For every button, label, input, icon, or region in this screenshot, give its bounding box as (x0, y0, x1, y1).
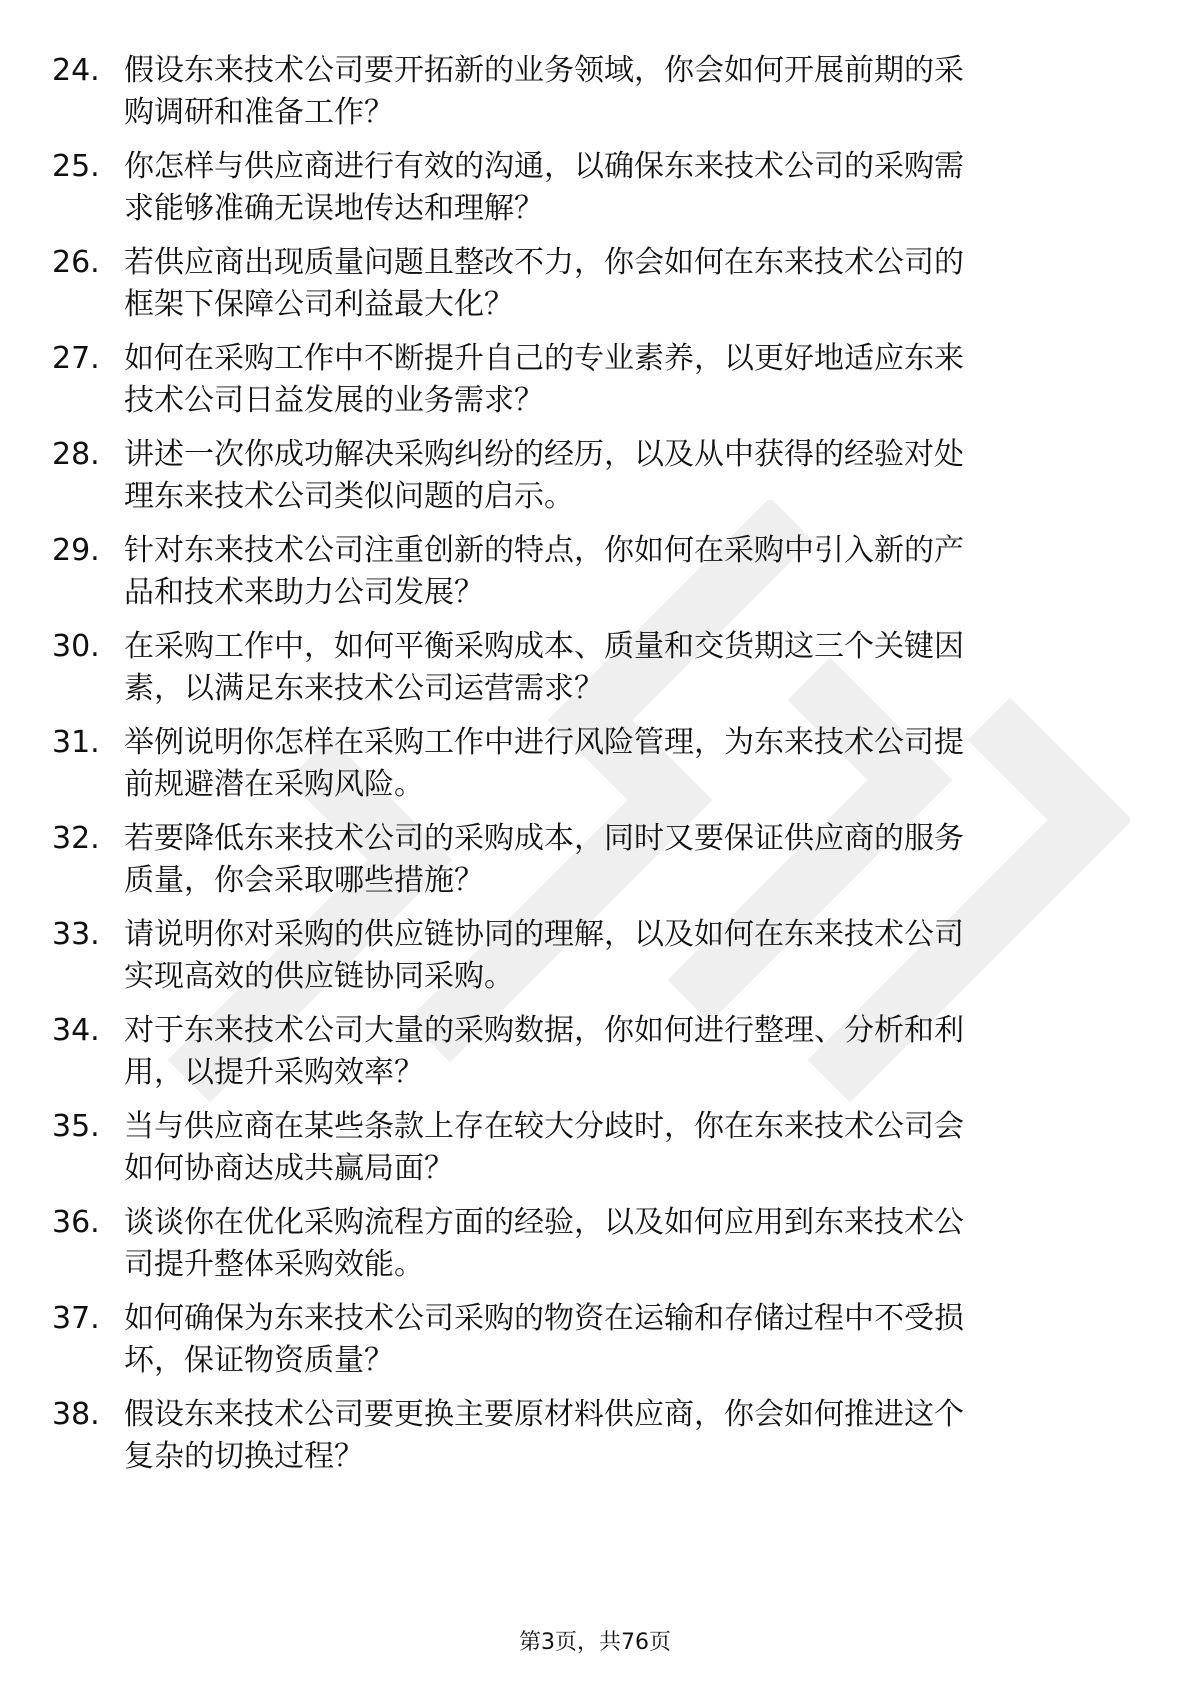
question-text-line-2: 前规避潜在采购风险。 (124, 767, 424, 802)
question-text-line-2: 司提升整体采购效能。 (124, 1247, 424, 1282)
question-text-line-1: 若要降低东来技术公司的采购成本，同时又要保证供应商的服务 (124, 821, 964, 856)
question-number: 38. (52, 1397, 100, 1432)
question-text-line-2: 坏，保证物资质量？ (124, 1343, 394, 1378)
question-text-line-1: 针对东来技术公司注重创新的特点，你如何在采购中引入新的产 (124, 533, 964, 568)
question-text-line-2: 用，以提升采购效率？ (124, 1055, 424, 1090)
question-item (0, 1010, 1190, 1106)
question-text-line-2: 复杂的切换过程？ (124, 1439, 364, 1474)
question-item (0, 626, 1190, 722)
question-text-line-1: 谈谈你在优化采购流程方面的经验，以及如何应用到东来技术公 (124, 1205, 964, 1240)
question-number: 28. (52, 437, 100, 472)
question-number: 31. (52, 725, 100, 760)
question-text-line-1: 如何在采购工作中不断提升自己的专业素养，以更好地适应东来 (124, 341, 964, 376)
question-text-line-2: 如何协商达成共赢局面？ (124, 1151, 454, 1186)
question-text-line-2: 框架下保障公司利益最大化？ (124, 287, 514, 322)
question-text-line-1: 对于东来技术公司大量的采购数据，你如何进行整理、分析和利 (124, 1013, 964, 1048)
question-text-line-1: 当与供应商在某些条款上存在较大分歧时，你在东来技术公司会 (124, 1109, 964, 1144)
question-number: 37. (52, 1301, 100, 1336)
question-item (0, 818, 1190, 914)
question-item (0, 242, 1190, 338)
question-number: 29. (52, 533, 100, 568)
question-item (0, 1106, 1190, 1202)
question-item (0, 1394, 1190, 1490)
question-number: 26. (52, 245, 100, 280)
question-item (0, 722, 1190, 818)
question-number: 25. (52, 149, 100, 184)
question-text-line-1: 若供应商出现质量问题且整改不力，你会如何在东来技术公司的 (124, 245, 964, 280)
question-text-line-1: 如何确保为东来技术公司采购的物资在运输和存储过程中不受损 (124, 1301, 964, 1336)
question-text-line-2: 理东来技术公司类似问题的启示。 (124, 479, 574, 514)
question-number: 24. (52, 53, 100, 88)
question-number: 27. (52, 341, 100, 376)
question-item (0, 50, 1190, 146)
question-item (0, 1298, 1190, 1394)
question-item (0, 338, 1190, 434)
question-item (0, 530, 1190, 626)
question-text-line-2: 质量，你会采取哪些措施？ (124, 863, 484, 898)
question-text-line-2: 购调研和准备工作？ (124, 95, 394, 130)
question-text-line-1: 假设东来技术公司要开拓新的业务领域，你会如何开展前期的采 (124, 53, 964, 88)
question-text-line-1: 假设东来技术公司要更换主要原材料供应商，你会如何推进这个 (124, 1397, 964, 1432)
page-footer (0, 1628, 1190, 1658)
question-text-line-1: 举例说明你怎样在采购工作中进行风险管理，为东来技术公司提 (124, 725, 964, 760)
question-number: 32. (52, 821, 100, 856)
question-number: 34. (52, 1013, 100, 1048)
question-number: 35. (52, 1109, 100, 1144)
question-text-line-1: 在采购工作中，如何平衡采购成本、质量和交货期这三个关键因 (124, 629, 964, 664)
question-number: 36. (52, 1205, 100, 1240)
question-text-line-1: 请说明你对采购的供应链协同的理解，以及如何在东来技术公司 (124, 917, 964, 952)
question-item (0, 146, 1190, 242)
question-text-line-2: 实现高效的供应链协同采购。 (124, 959, 514, 994)
question-text-line-1: 你怎样与供应商进行有效的沟通，以确保东来技术公司的采购需 (124, 149, 964, 184)
question-item (0, 434, 1190, 530)
question-item (0, 914, 1190, 1010)
question-text-line-2: 求能够准确无误地传达和理解？ (124, 191, 544, 226)
question-text-line-2: 品和技术来助力公司发展？ (124, 575, 484, 610)
question-item (0, 1202, 1190, 1298)
page-number-text: 第3页，共76页 (519, 1630, 671, 1655)
question-text-line-1: 讲述一次你成功解决采购纠纷的经历，以及从中获得的经验对处 (124, 437, 964, 472)
question-text-line-2: 技术公司日益发展的业务需求？ (124, 383, 544, 418)
question-number: 33. (52, 917, 100, 952)
question-text-line-2: 素，以满足东来技术公司运营需求？ (124, 671, 604, 706)
question-number: 30. (52, 629, 100, 664)
